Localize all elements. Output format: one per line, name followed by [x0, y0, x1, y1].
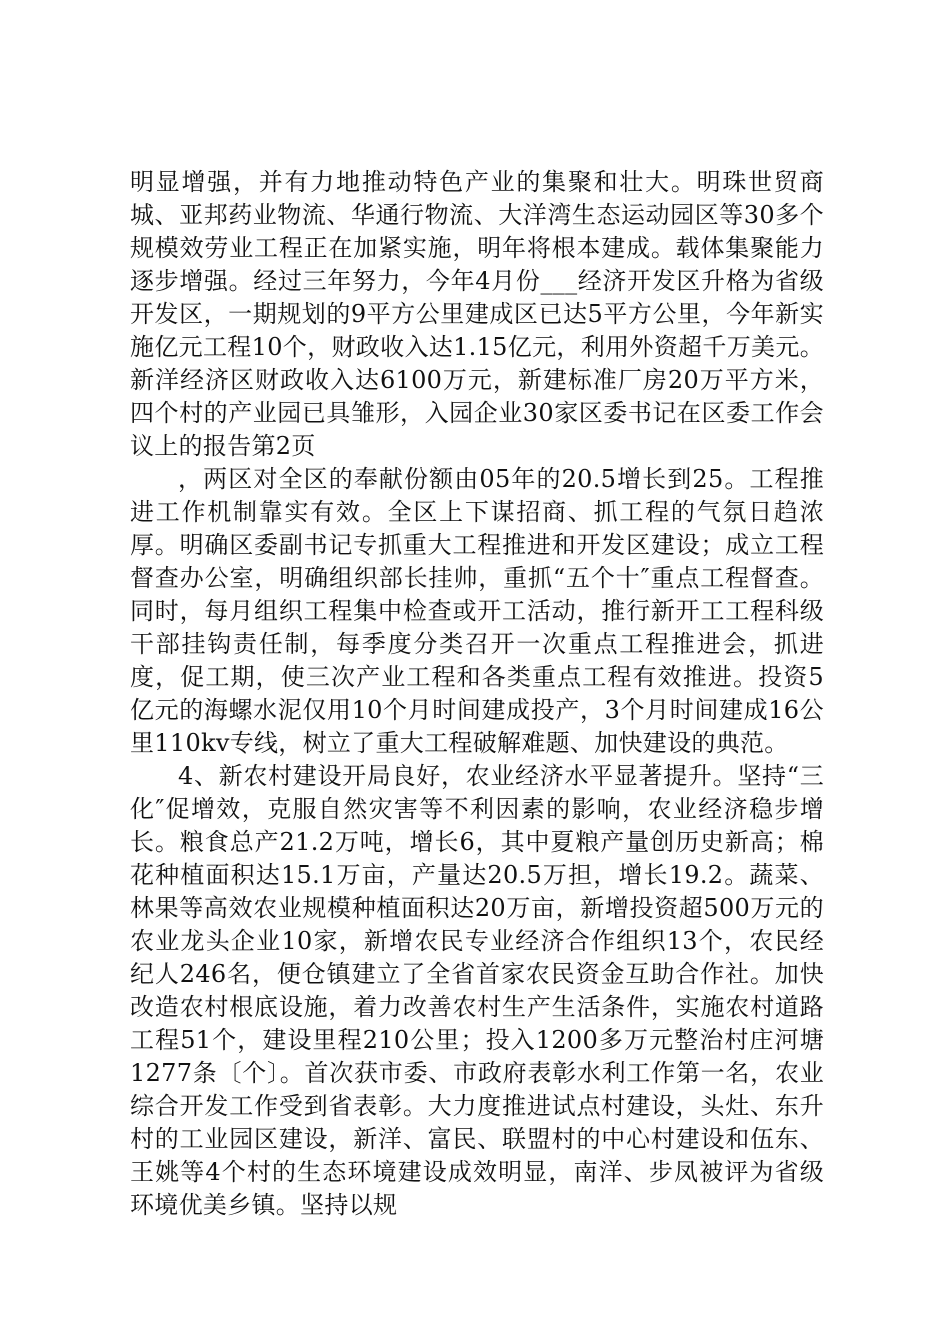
paragraph-3: 4、新农村建设开局良好，农业经济水平显著提升。坚持“三化″促增效，克服自然灾害等不利因素的影响，农业经济稳步增长。粮食总产21.2万吨，增长6，其中夏粮产量创历史新高；棉花种植面积达15.1万亩，产量达20.5万担，增长19.2。蔬菜、林果等高效农业规模种植面积达20万亩，新增投资超500万元的农业龙头企业10家，新增农民专业经济合作组织13个，农民经纪人246名，便仓镇建立了全省首家农民资金互助合作社。加快改造农村根底设施，着力改善农村生产生活条件，实施农村道路工程51个，建设里程210公里；投入1200多万元整治村庄河塘1277条〔个〕。首次获市委、市政府表彰水利工作第一名，农业综合开发工作受到省表彰。大力度推进试点村建设，头灶、东升村的工业园区建设，新洋、富民、联盟村的中心村建设和伍东、王姚等4个村的生态环境建设成效明显，南洋、步凤被评为省级环境优美乡镇。坚持以规: [130, 762, 824, 1219]
paragraph-1: 明显增强，并有力地推动特色产业的集聚和壮大。明珠世贸商城、亚邦药业物流、华通行物流、大洋湾生态运动园区等30多个规模效劳业工程正在加紧实施，明年将根本建成。载体集聚能力逐步增强。经过三年努力，今年4月份___经济开发区升格为省级开发区，一期规划的9平方公里建成区已达5平方公里，今年新实施亿元工程10个，财政收入达1.15亿元，利用外资超千万美元。新洋经济区财政收入达6100万元，新建标准厂房20万平方米，四个村的产业园已具雏形，入园企业30家区委书记在区委工作会议上的报告第2页: [130, 168, 824, 460]
document-body: [130, 166, 824, 1222]
paragraph-2: ，两区对全区的奉献份额由05年的20.5增长到25。工程推进工作机制靠实有效。全区上下谋招商、抓工程的气氛日趋浓厚。明确区委副书记专抓重大工程推进和开发区建设；成立工程督查办公室，明确组织部长挂帅，重抓“五个十″重点工程督查。同时，每月组织工程集中检查或开工活动，推行新开工工程科级干部挂钩责任制，每季度分类召开一次重点工程推进会，抓进度，促工期，使三次产业工程和各类重点工程有效推进。投资5亿元的海螺水泥仅用10个月时间建成投产，3个月时间建成16公里110kv专线，树立了重大工程破解难题、加快建设的典范。: [130, 465, 824, 757]
